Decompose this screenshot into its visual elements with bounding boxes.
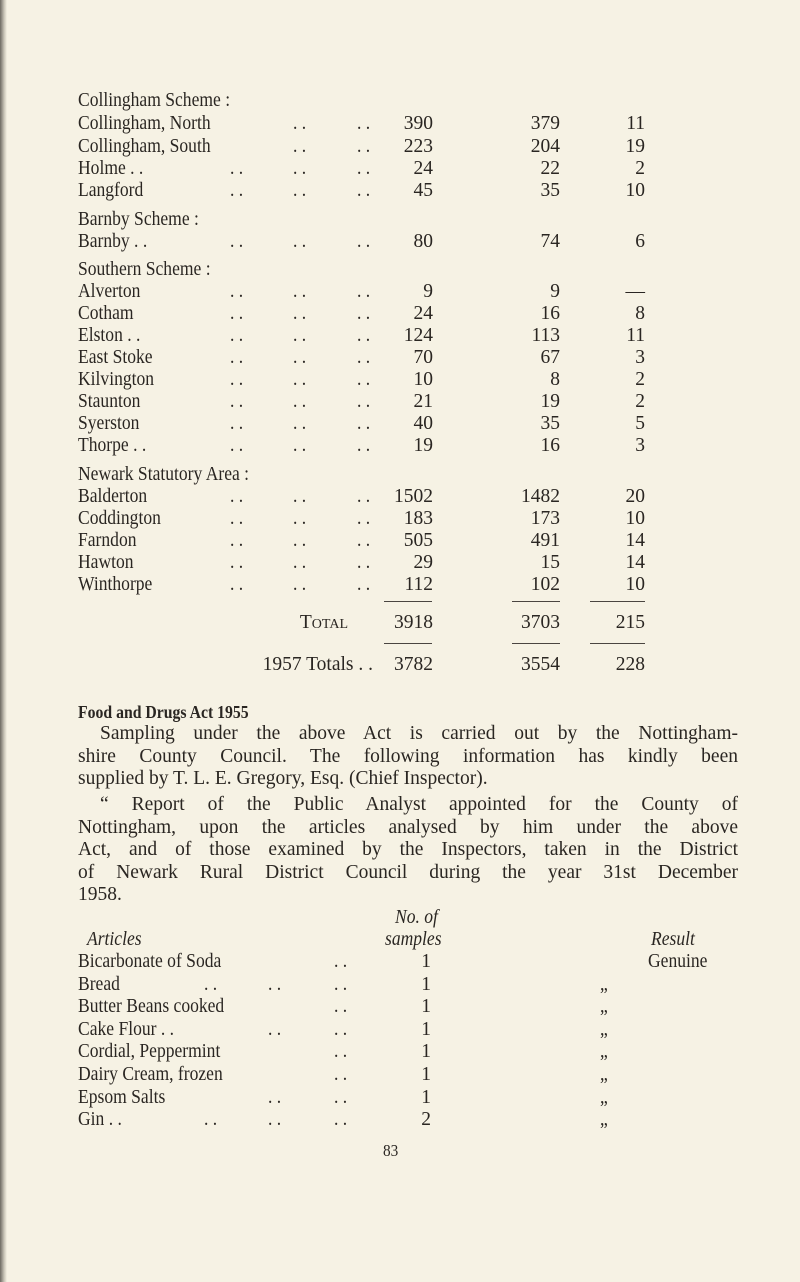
leader-dots: . . (230, 413, 244, 434)
column-rule (590, 643, 645, 644)
value-col3: 2 (635, 369, 645, 390)
value-col1: 21 (413, 391, 433, 412)
prev-total-col3: 228 (615, 654, 645, 675)
leader-dots: . . (293, 180, 307, 201)
leader-dots: . . (293, 508, 307, 529)
leader-dots: . . (334, 1109, 348, 1131)
place-name: Elston . . (78, 325, 141, 346)
article-name: Bread (78, 973, 120, 995)
place-name: Alverton (78, 281, 141, 302)
leader-dots: . . (334, 1018, 348, 1040)
article-name: Butter Beans cooked (78, 996, 225, 1018)
leader-dots: . . (230, 486, 244, 507)
leader-dots: . . (230, 281, 244, 302)
value-col1: 19 (413, 435, 433, 456)
leader-dots: . . (230, 530, 244, 551)
leader-dots: . . (204, 973, 218, 995)
article-name: Bicarbonate of Soda (78, 951, 222, 972)
paragraph-line: “ Report of the Public Analyst appointed for the County of (100, 794, 738, 815)
place-name: Collingham, South (78, 136, 211, 157)
page-number: 83 (383, 1141, 399, 1160)
value-col1: 40 (413, 413, 433, 434)
scheme-heading: Newark Statutory Area : (78, 464, 250, 485)
samples-header-line2: samples (385, 929, 442, 950)
value-col2: 22 (540, 158, 560, 179)
value-col3: 2 (635, 391, 645, 412)
value-col2: 113 (531, 325, 560, 346)
paragraph-line: Sampling under the above Act is carried out by the Nottingham- (100, 723, 738, 744)
value-col3: 10 (625, 574, 645, 595)
value-col2: 8 (550, 369, 560, 390)
leader-dots: . . (230, 369, 244, 390)
leader-dots: . . (293, 325, 307, 346)
leader-dots: . . (357, 136, 371, 157)
place-name: East Stoke (78, 347, 153, 368)
leader-dots: . . (230, 347, 244, 368)
value-col1: 45 (413, 180, 433, 201)
page-edge-shadow (0, 0, 7, 1282)
result-header: Result (651, 929, 695, 950)
leader-dots: . . (357, 180, 371, 201)
leader-dots: . . (357, 303, 371, 324)
result-value: Genuine (648, 951, 708, 972)
place-name: Collingham, North (78, 113, 211, 134)
value-col2: 204 (530, 136, 560, 157)
scheme-heading: Southern Scheme : (78, 259, 211, 280)
value-col3: 19 (625, 136, 645, 157)
scheme-heading: Barnby Scheme : (78, 209, 199, 230)
value-col3: 10 (625, 508, 645, 529)
place-name: Winthorpe (78, 574, 153, 595)
leader-dots: . . (334, 996, 348, 1018)
scheme-heading: Collingham Scheme : (78, 90, 231, 111)
prev-total-label: 1957 Totals . . (262, 654, 373, 675)
leader-dots: . . (357, 413, 371, 434)
result-ditto: „ (600, 996, 608, 1018)
leader-dots: . . (357, 435, 371, 456)
section-heading: Food and Drugs Act 1955 (78, 702, 249, 722)
leader-dots: . . (334, 1041, 348, 1063)
value-col2: 74 (540, 231, 560, 252)
sample-count: 2 (421, 1109, 431, 1131)
leader-dots: . . (357, 231, 371, 252)
value-col1: 390 (403, 113, 433, 134)
leader-dots: . . (293, 113, 307, 134)
value-col3: 14 (625, 530, 645, 551)
value-col2: 15 (540, 552, 560, 573)
leader-dots: . . (293, 574, 307, 595)
place-name: Staunton (78, 391, 141, 412)
paragraph-line: Nottingham, upon the articles analysed by him under the above (78, 816, 738, 838)
leader-dots: . . (230, 231, 244, 252)
leader-dots: . . (357, 158, 371, 179)
value-col1: 505 (403, 530, 433, 551)
samples-header-line1: No. of (395, 907, 438, 928)
place-name: Syerston (78, 413, 140, 434)
leader-dots: . . (357, 391, 371, 412)
leader-dots: . . (293, 369, 307, 390)
place-name: Langford (78, 180, 144, 201)
leader-dots: . . (293, 391, 307, 412)
leader-dots: . . (268, 1109, 282, 1131)
paragraph-line: of Newark Rural District Council during the year 31st December (78, 861, 738, 883)
leader-dots: . . (357, 574, 371, 595)
leader-dots: . . (357, 281, 371, 302)
leader-dots: . . (293, 413, 307, 434)
leader-dots: . . (268, 1086, 282, 1108)
place-name: Barnby . . (78, 231, 148, 252)
leader-dots: . . (293, 552, 307, 573)
sample-count: 1 (421, 1064, 431, 1085)
leader-dots: . . (293, 530, 307, 551)
result-ditto: „ (600, 1086, 608, 1108)
leader-dots: . . (293, 281, 307, 302)
leader-dots: . . (293, 347, 307, 368)
value-col1: 24 (413, 303, 433, 324)
prev-total-col2: 3554 (521, 654, 560, 675)
sample-count: 1 (421, 1086, 431, 1108)
value-col1: 124 (403, 325, 433, 346)
paragraph-line: supplied by T. L. E. Gregory, Esq. (Chief Inspector). (78, 768, 488, 789)
leader-dots: . . (357, 530, 371, 551)
leader-dots: . . (230, 325, 244, 346)
leader-dots: . . (268, 1018, 282, 1040)
articles-header: Articles (87, 929, 142, 950)
value-col1: 1502 (394, 486, 433, 507)
leader-dots: . . (334, 1064, 348, 1085)
leader-dots: . . (293, 486, 307, 507)
sample-count: 1 (421, 973, 431, 995)
total-col2: 3703 (521, 612, 560, 633)
value-col1: 80 (413, 231, 433, 252)
article-name: Gin . . (78, 1109, 122, 1131)
value-col3: 11 (626, 325, 645, 346)
place-name: Coddington (78, 508, 161, 529)
column-rule (384, 643, 432, 644)
sample-count: 1 (421, 951, 431, 972)
leader-dots: . . (293, 231, 307, 252)
value-col2: 19 (540, 391, 560, 412)
value-col1: 70 (413, 347, 433, 368)
value-col3: 10 (625, 180, 645, 201)
place-name: Cotham (78, 303, 134, 324)
value-col2: 102 (530, 574, 560, 595)
value-col1: 223 (403, 136, 433, 157)
paragraph-line: 1958. (78, 884, 122, 905)
column-rule (590, 601, 645, 602)
leader-dots: . . (334, 1086, 348, 1108)
paragraph-line: shire County Council. The following information has kindly been (78, 745, 738, 767)
place-name: Balderton (78, 486, 148, 507)
value-col2: 35 (540, 413, 560, 434)
leader-dots: . . (334, 951, 348, 972)
prev-total-col1: 3782 (394, 654, 433, 675)
leader-dots: . . (357, 508, 371, 529)
leader-dots: . . (357, 552, 371, 573)
sample-count: 1 (421, 1018, 431, 1040)
result-ditto: „ (600, 1064, 608, 1085)
value-col3: 3 (635, 435, 645, 456)
leader-dots: . . (334, 973, 348, 995)
total-label: Total (299, 612, 348, 633)
value-col2: 16 (540, 435, 560, 456)
column-rule (512, 601, 560, 602)
place-name: Holme . . (78, 158, 144, 179)
value-col3: 11 (626, 113, 645, 134)
value-col3: 3 (635, 347, 645, 368)
value-col3: 8 (635, 303, 645, 324)
article-name: Cake Flour . . (78, 1018, 175, 1040)
place-name: Farndon (78, 530, 137, 551)
article-name: Epsom Salts (78, 1086, 166, 1108)
value-col2: 173 (530, 508, 560, 529)
value-col3: 20 (625, 486, 645, 507)
leader-dots: . . (204, 1109, 218, 1131)
leader-dots: . . (293, 158, 307, 179)
result-ditto: „ (600, 1109, 608, 1131)
place-name: Kilvington (78, 369, 155, 390)
total-col3: 215 (615, 612, 645, 633)
article-name: Dairy Cream, frozen (78, 1064, 223, 1085)
leader-dots: . . (357, 347, 371, 368)
value-col2: 1482 (521, 486, 560, 507)
leader-dots: . . (230, 574, 244, 595)
leader-dots: . . (230, 552, 244, 573)
value-col2: 9 (550, 281, 560, 302)
leader-dots: . . (293, 303, 307, 324)
value-col1: 29 (413, 552, 433, 573)
leader-dots: . . (357, 325, 371, 346)
value-col3: 6 (635, 231, 645, 252)
value-col3: 2 (635, 158, 645, 179)
leader-dots: . . (357, 369, 371, 390)
leader-dots: . . (357, 113, 371, 134)
value-col2: 491 (530, 530, 560, 551)
result-ditto: „ (600, 1041, 608, 1063)
value-col2: 16 (540, 303, 560, 324)
value-col3: 14 (625, 552, 645, 573)
leader-dots: . . (293, 136, 307, 157)
value-col1: 183 (403, 508, 433, 529)
value-col2: 379 (530, 113, 560, 134)
leader-dots: . . (230, 303, 244, 324)
leader-dots: . . (230, 158, 244, 179)
value-col2: 35 (540, 180, 560, 201)
place-name: Thorpe . . (78, 435, 147, 456)
value-col1: 112 (404, 574, 433, 595)
leader-dots: . . (230, 435, 244, 456)
paragraph-line: Act, and of those examined by the Inspectors, taken in the District (78, 839, 738, 860)
value-col3: — (625, 281, 645, 302)
result-ditto: „ (600, 973, 608, 995)
value-col3: 5 (635, 413, 645, 434)
leader-dots: . . (357, 486, 371, 507)
result-ditto: „ (600, 1018, 608, 1040)
column-rule (512, 643, 560, 644)
value-col1: 24 (413, 158, 433, 179)
leader-dots: . . (230, 508, 244, 529)
value-col1: 9 (423, 281, 433, 302)
total-col1: 3918 (394, 612, 433, 633)
leader-dots: . . (230, 391, 244, 412)
sample-count: 1 (421, 1041, 431, 1063)
value-col1: 10 (413, 369, 433, 390)
leader-dots: . . (268, 973, 282, 995)
leader-dots: . . (293, 435, 307, 456)
sample-count: 1 (421, 996, 431, 1018)
article-name: Cordial, Peppermint (78, 1041, 221, 1063)
column-rule (384, 601, 432, 602)
leader-dots: . . (230, 180, 244, 201)
place-name: Hawton (78, 552, 134, 573)
value-col2: 67 (540, 347, 560, 368)
